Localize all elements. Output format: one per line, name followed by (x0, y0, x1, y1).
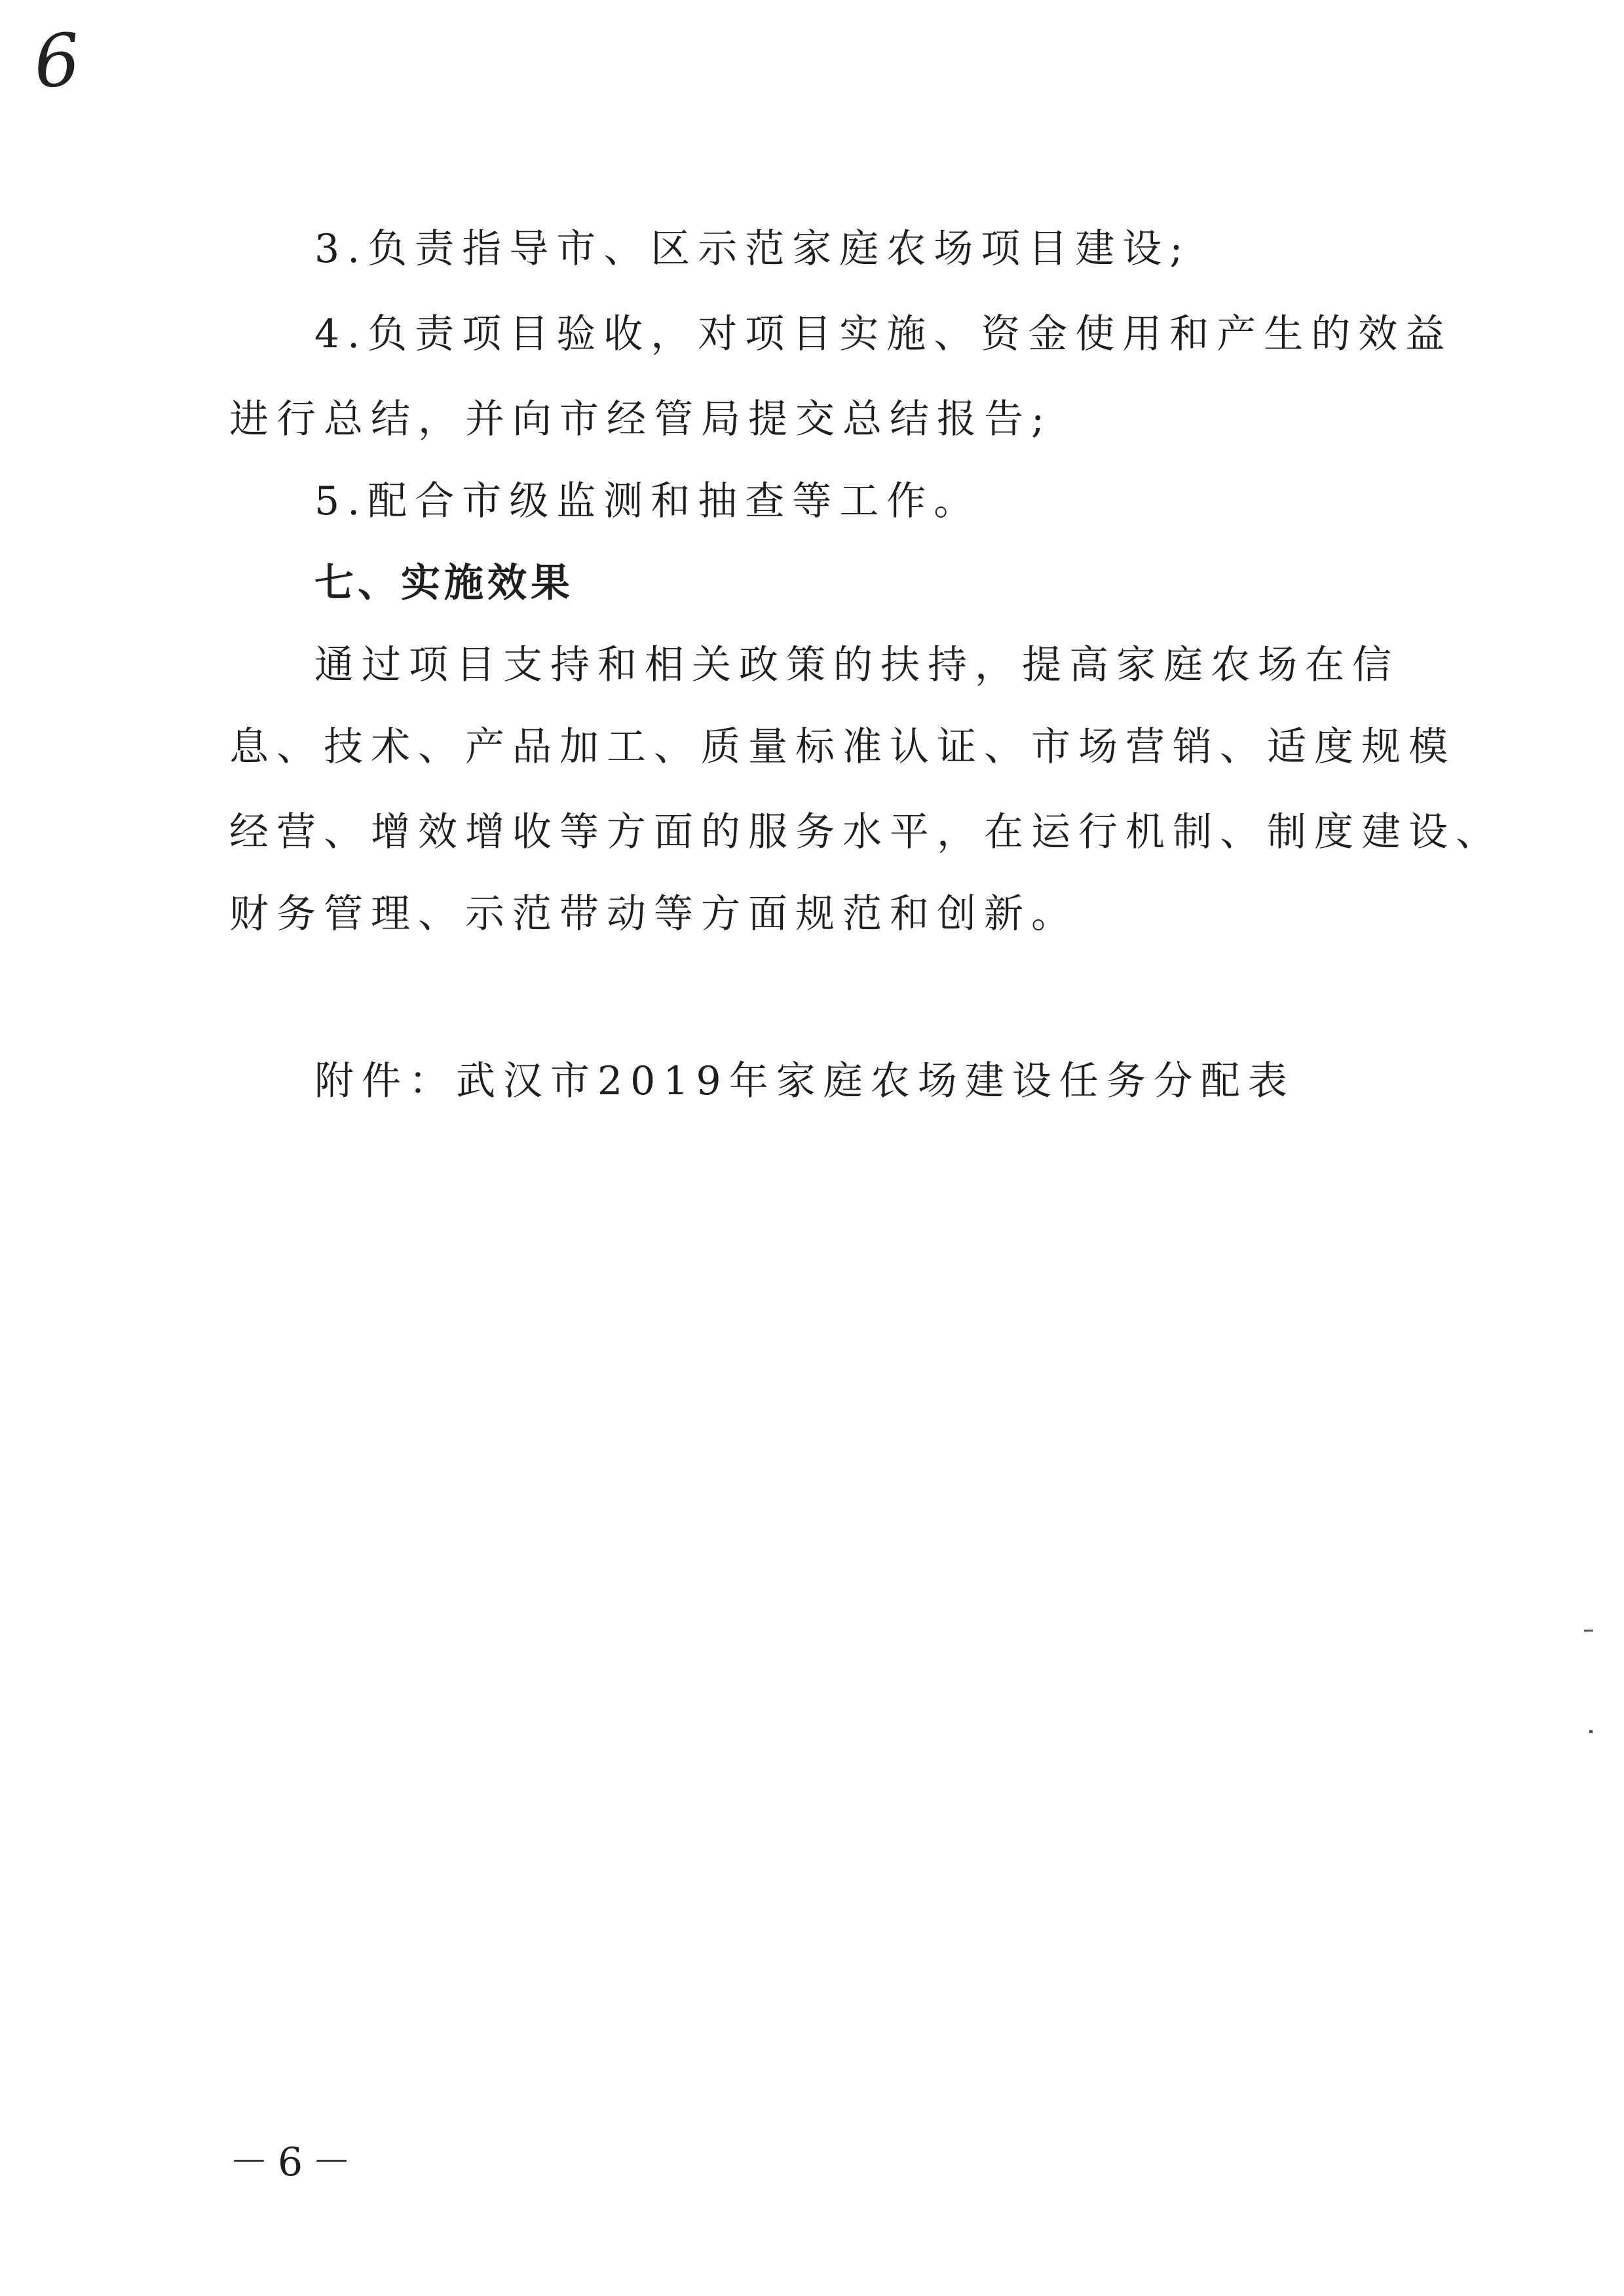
section-heading-implementation-effect: 七、实施效果 (314, 560, 574, 606)
paragraph-effect-line-4: 财务管理、示范带动等方面规范和创新。 (229, 891, 1078, 937)
scan-speck (1584, 1630, 1593, 1632)
page-number: －6－ (229, 2139, 361, 2185)
paragraph-effect-line-3: 经营、增效增收等方面的服务水平，在运行机制、制度建设、 (229, 809, 1503, 855)
paragraph-item-5: 5.配合市级监测和抽查等工作。 (314, 478, 981, 524)
paragraph-effect-line-2: 息、技术、产品加工、质量标准认证、市场营销、适度规模 (229, 724, 1456, 770)
paragraph-item-4-continued: 进行总结，并向市经管局提交总结报告; (229, 396, 1053, 442)
paragraph-effect-line-1: 通过项目支持和相关政策的扶持，提高家庭农场在信 (314, 642, 1399, 688)
paragraph-item-4: 4.负责项目验收，对项目实施、资金使用和产生的效益 (314, 311, 1453, 357)
attachment-note: 附件：武汉市2019年家庭农场建设任务分配表 (314, 1058, 1295, 1104)
scan-speck (1589, 1730, 1593, 1733)
handwritten-page-mark: 6 (31, 17, 83, 105)
paragraph-item-3: 3.负责指导市、区示范家庭农场项目建设; (314, 226, 1191, 272)
